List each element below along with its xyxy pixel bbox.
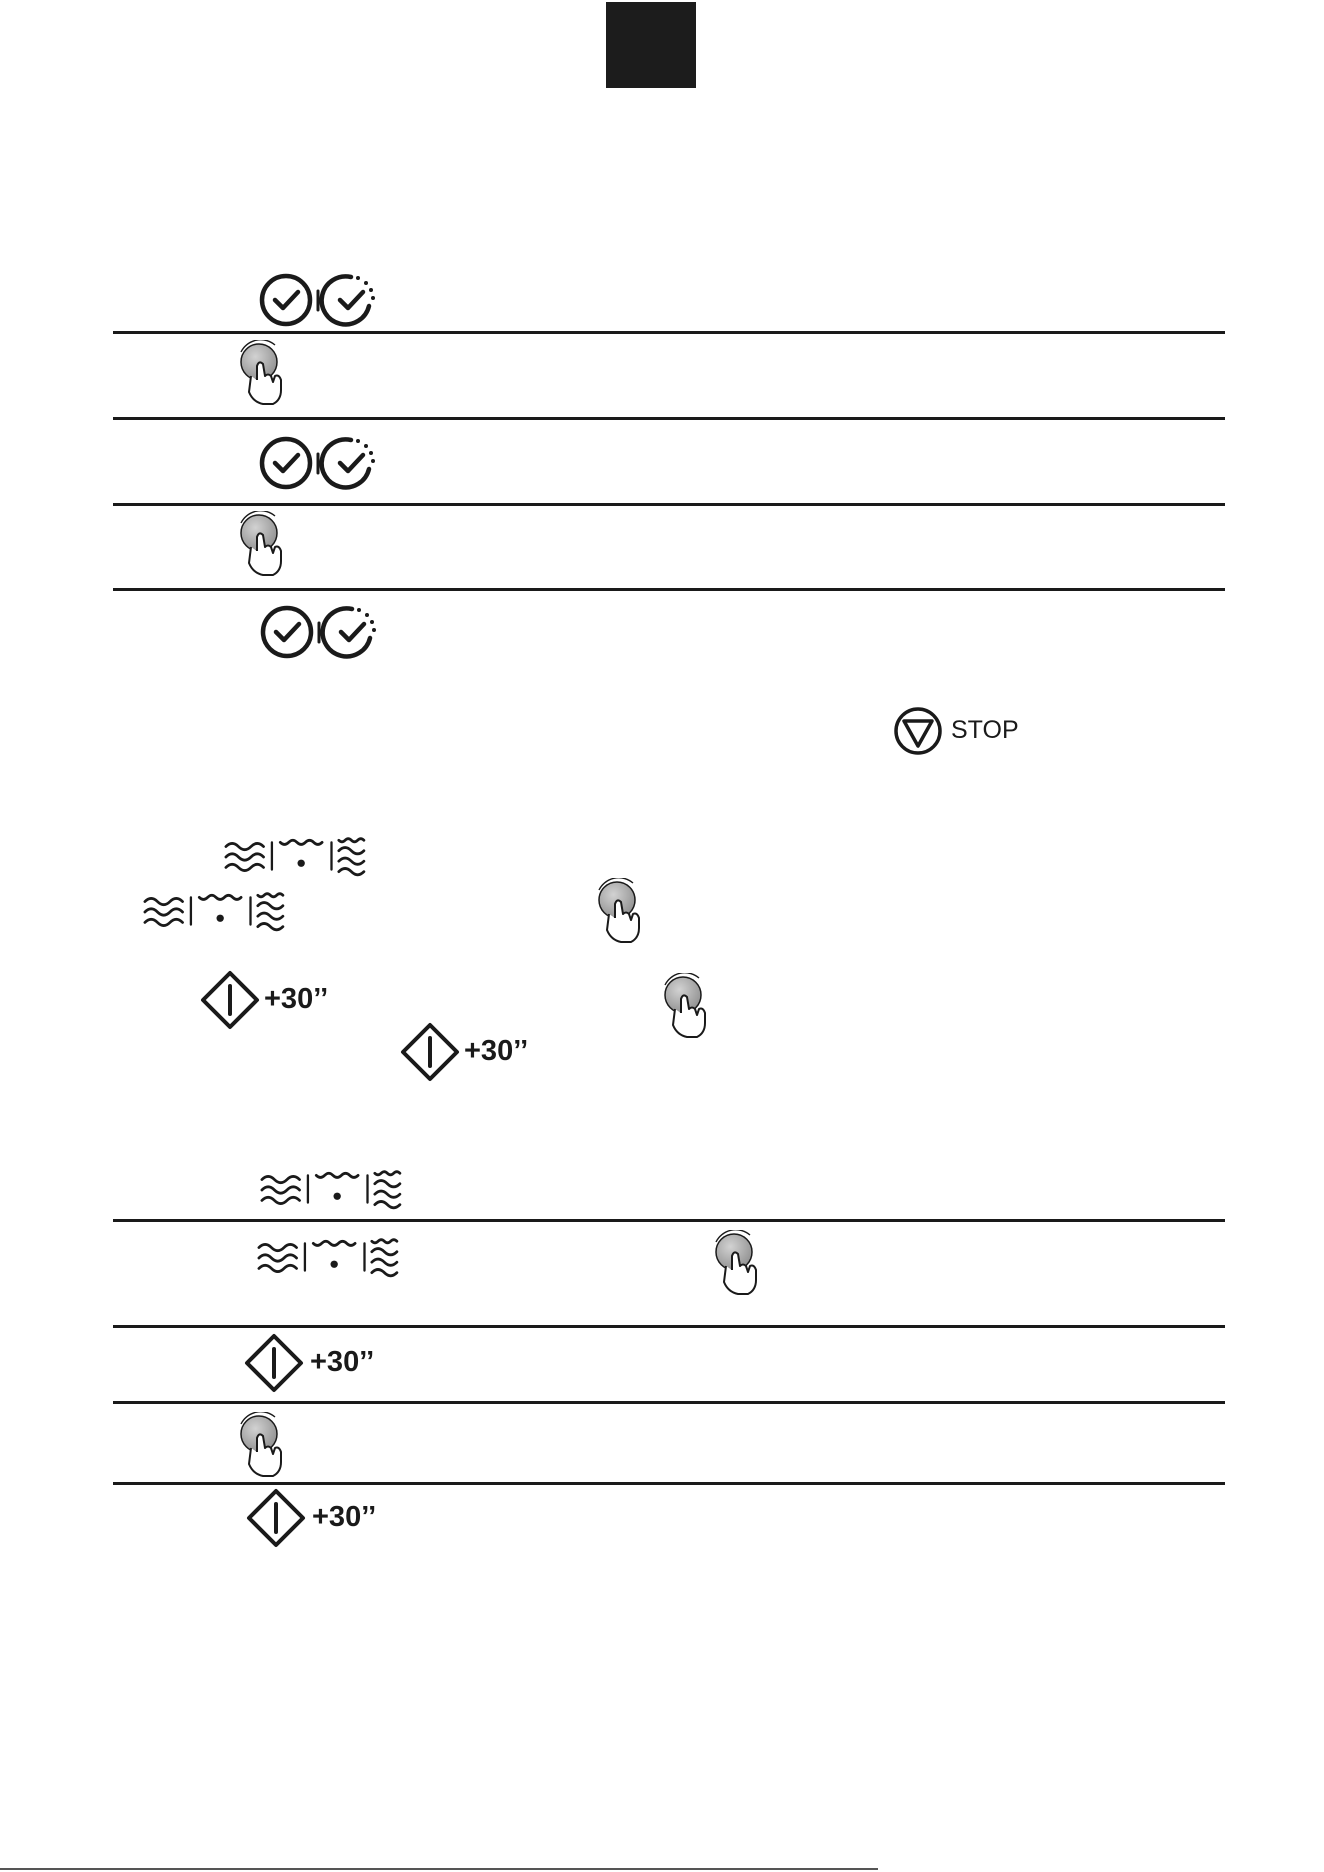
stop-icon [893, 706, 943, 756]
plus30-label: +30’’ [264, 983, 329, 1015]
cooking-modes-icon [255, 1235, 405, 1281]
plus30-label: +30’’ [310, 1346, 375, 1378]
stop-label: STOP [951, 716, 1019, 744]
row-divider [113, 588, 1225, 591]
dial-knob-icon [235, 511, 291, 577]
clock-timer-icon [256, 601, 392, 663]
footer-line [0, 1868, 878, 1870]
row-divider [113, 1219, 1225, 1222]
start-icon [246, 1488, 306, 1548]
plus30-label: +30’’ [312, 1501, 377, 1533]
dial-knob-icon [659, 973, 715, 1039]
row-divider [113, 1482, 1225, 1485]
row-divider [113, 1401, 1225, 1404]
clock-timer-icon [255, 432, 391, 494]
plus30-label: +30’’ [464, 1035, 529, 1067]
row-divider [113, 503, 1225, 506]
start-icon [200, 970, 260, 1030]
cooking-modes-icon [258, 1167, 408, 1213]
dial-knob-icon [593, 878, 649, 944]
start-icon [244, 1333, 304, 1393]
row-divider [113, 1325, 1225, 1328]
start-icon [400, 1022, 460, 1082]
dial-knob-icon [235, 1412, 291, 1478]
cooking-modes-icon [223, 834, 371, 880]
clock-timer-icon [255, 269, 391, 331]
cooking-modes-icon [142, 889, 290, 935]
language-tab [606, 2, 696, 88]
dial-knob-icon [710, 1230, 766, 1296]
dial-knob-icon [235, 340, 291, 406]
row-divider [113, 331, 1225, 334]
row-divider [113, 417, 1225, 420]
